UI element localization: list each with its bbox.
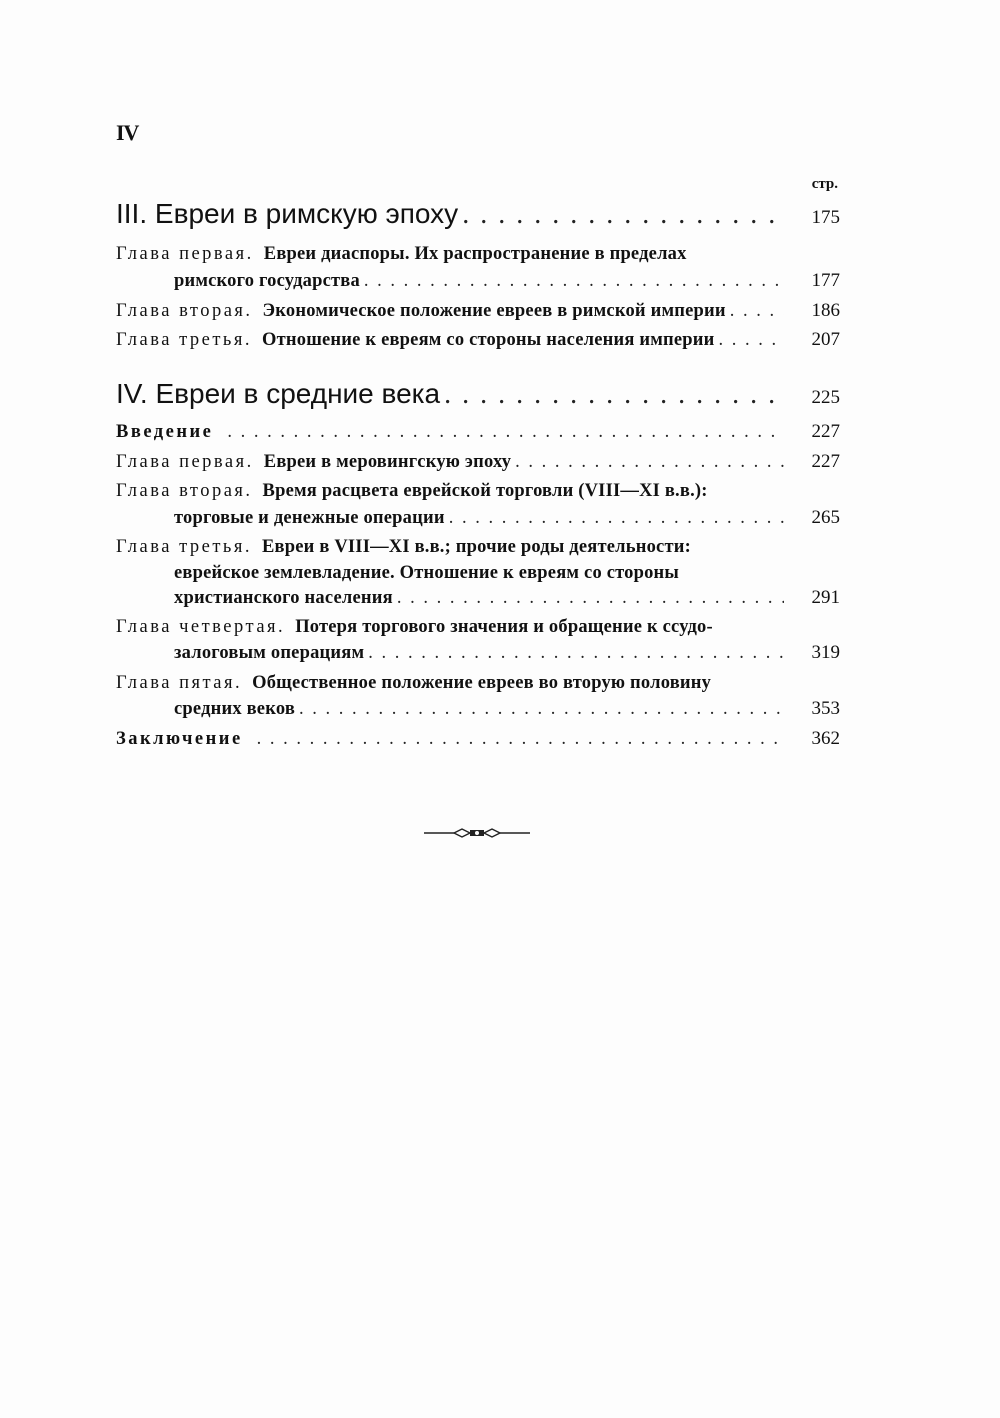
- toc-chapter-4-5[interactable]: [116, 673, 840, 694]
- dot-leader: [364, 271, 784, 292]
- page-number: IV: [116, 120, 139, 145]
- dot-leader: [257, 729, 784, 750]
- toc-chapter-4-1[interactable]: [116, 451, 840, 473]
- toc-chapter-4-2[interactable]: [116, 481, 840, 502]
- page-ref: 291: [811, 587, 840, 608]
- chapter-label: Глава вторая.: [116, 481, 253, 501]
- chapter-title: Евреи в меровингскую эпоху: [263, 452, 512, 472]
- part-title: III. Евреи в римскую эпоху: [116, 198, 459, 229]
- chapter-label: Глава первая.: [116, 244, 254, 264]
- toc-chapter-4-4-cont[interactable]: [116, 642, 840, 664]
- chapter-title: Экономическое положение евреев в римской империи: [262, 301, 726, 321]
- page-ref: 227: [811, 421, 840, 442]
- dot-leader: [368, 643, 784, 664]
- dot-leader: [449, 508, 784, 529]
- chapter-title: Евреи в VIII—XI в.в.; прочие роды деятельности:: [262, 537, 691, 557]
- chapter-title-cont: залоговым операциям: [174, 643, 365, 663]
- chapter-label: Глава пятая.: [116, 673, 243, 693]
- toc-chapter-4-5-cont[interactable]: [116, 698, 840, 720]
- toc-chapter-4-4[interactable]: [116, 617, 840, 638]
- toc-chapter-3-1[interactable]: [116, 244, 840, 265]
- toc-introduction[interactable]: [116, 421, 840, 443]
- dot-leader: [444, 379, 784, 411]
- page-ref: 319: [811, 642, 840, 663]
- dot-leader: [515, 452, 784, 473]
- chapter-label: Глава первая.: [116, 452, 254, 472]
- toc-conclusion[interactable]: [116, 728, 840, 750]
- chapter-title: Отношение к евреям со стороны населения империи: [262, 330, 715, 350]
- chapter-label: Глава четвертая.: [116, 617, 286, 637]
- page-ref: 177: [811, 270, 840, 291]
- toc-chapter-3-1-cont[interactable]: [116, 270, 840, 292]
- page-ref: 225: [811, 387, 840, 408]
- dot-leader: [730, 301, 784, 322]
- page-ref: 207: [811, 329, 840, 350]
- conclusion-label: Заключение: [116, 729, 243, 749]
- chapter-label: Глава третья.: [116, 330, 253, 350]
- toc-chapter-4-3-cont2[interactable]: [116, 587, 840, 609]
- page-ref: 175: [811, 207, 840, 228]
- page-ref: 265: [811, 507, 840, 528]
- dot-leader: [227, 422, 784, 443]
- toc-chapter-4-2-cont[interactable]: [116, 507, 840, 529]
- page-ref: 362: [811, 728, 840, 749]
- intro-label: Введение: [116, 422, 214, 442]
- page-ref: 227: [811, 451, 840, 472]
- chapter-title: Время расцвета еврейской торговли (VIII—XI в.в.):: [262, 481, 708, 501]
- toc-chapter-3-3[interactable]: [116, 329, 840, 351]
- dot-leader: [299, 699, 784, 720]
- chapter-title: Потеря торгового значения и обращение к ссудо-: [295, 617, 713, 637]
- chapter-title-cont: еврейское землевладение. Отношение к евреям со стороны: [174, 563, 680, 583]
- chapter-label: Глава третья.: [116, 537, 253, 557]
- page-ref: 186: [811, 300, 840, 321]
- toc-chapter-3-2[interactable]: [116, 300, 840, 322]
- chapter-title: Общественное положение евреев во вторую половину: [252, 673, 712, 693]
- chapter-label: Глава вторая.: [116, 301, 253, 321]
- chapter-title-cont: римского государства: [174, 271, 360, 291]
- toc-part-4[interactable]: [116, 378, 840, 411]
- chapter-title-cont: торговые и денежные операции: [174, 508, 445, 528]
- toc-part-3[interactable]: [116, 198, 840, 231]
- dot-leader: [719, 330, 784, 351]
- page-ref: 353: [811, 698, 840, 719]
- chapter-title: Евреи диаспоры. Их распространение в пределах: [263, 244, 687, 264]
- dot-leader: [462, 199, 784, 231]
- chapter-title-cont: средних веков: [174, 699, 296, 719]
- toc-chapter-4-3[interactable]: [116, 537, 840, 558]
- chapter-title-cont: христианского населения: [174, 588, 393, 608]
- ornament-divider-icon: [424, 826, 530, 840]
- part-title: IV. Евреи в средние века: [116, 378, 441, 409]
- dot-leader: [397, 588, 784, 609]
- toc-chapter-4-3-cont[interactable]: [116, 563, 840, 584]
- page-column-label: стр.: [811, 176, 838, 192]
